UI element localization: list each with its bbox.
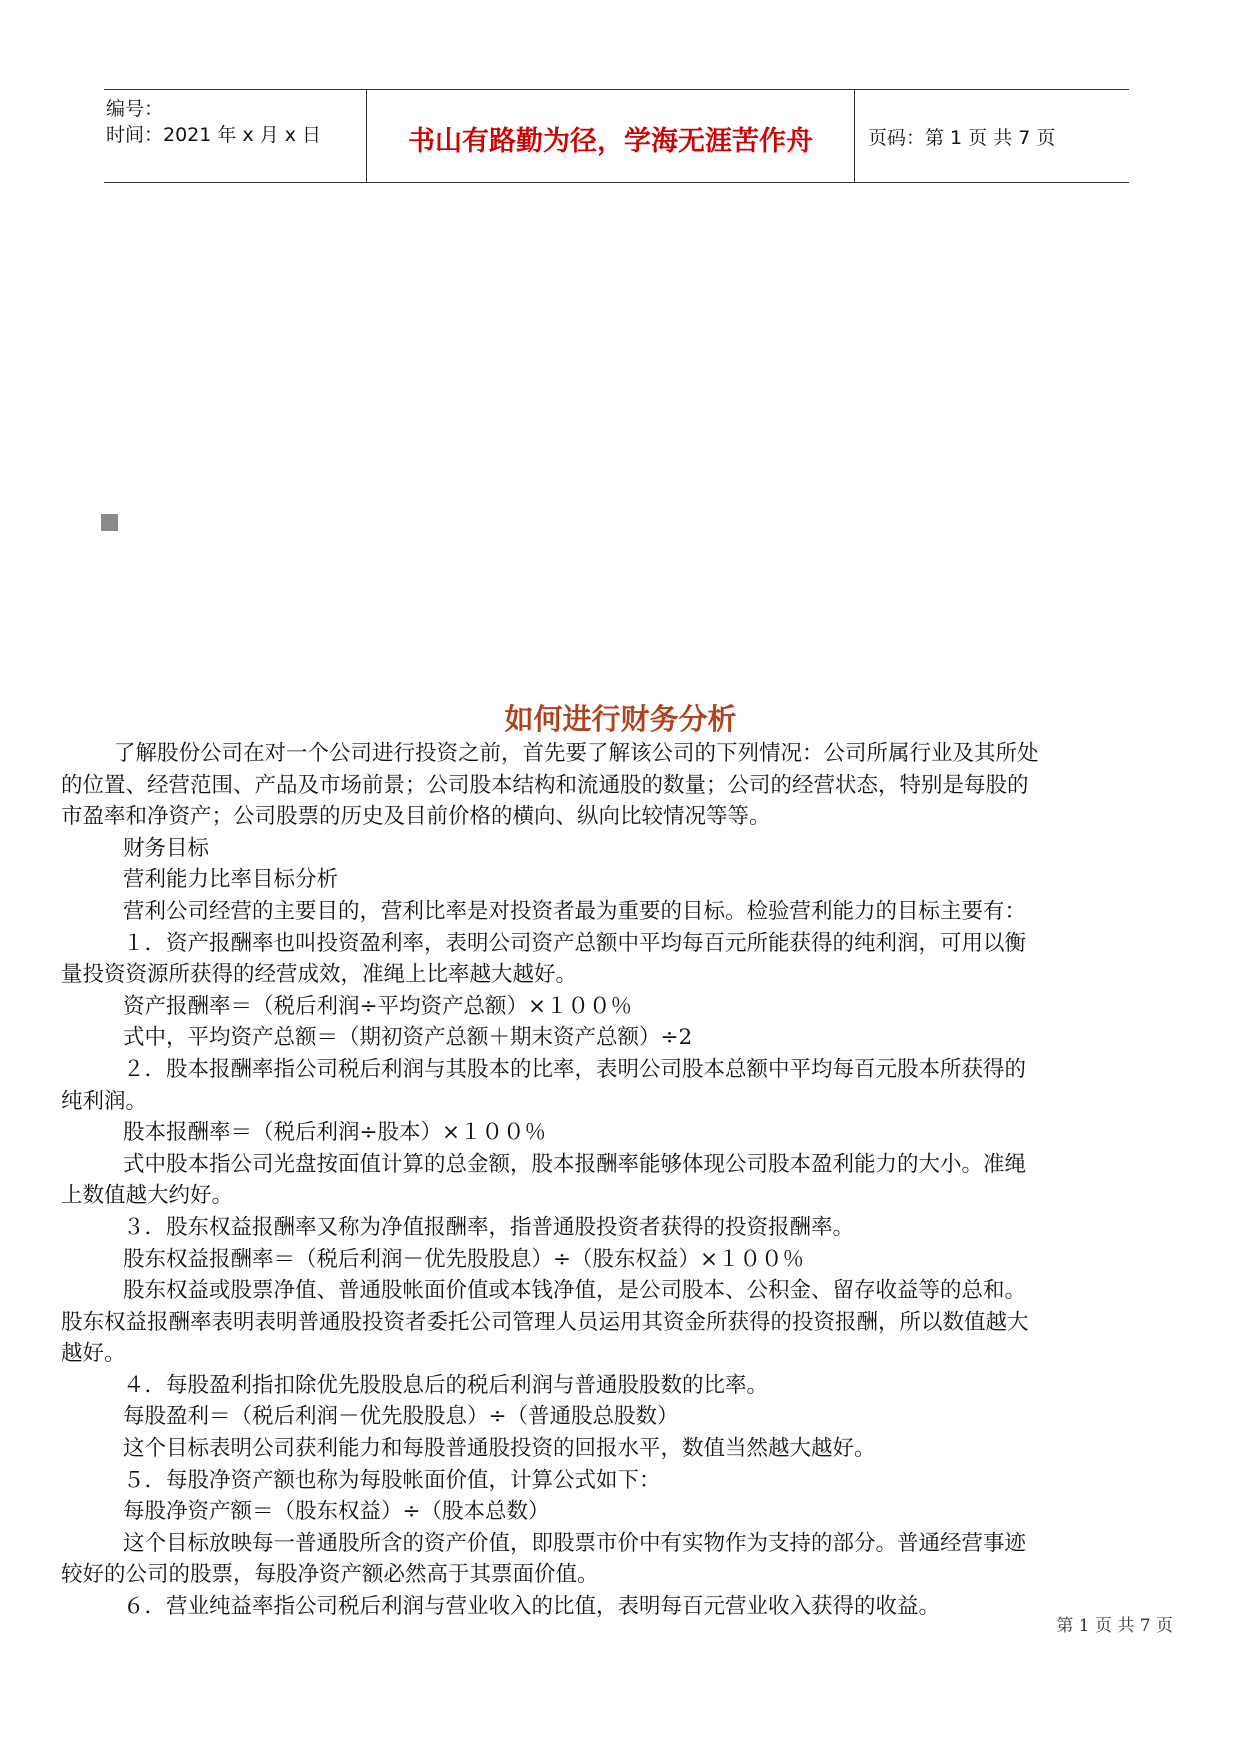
body-line: 营利公司经营的主要目的，营利比率是对投资者最为重要的目标。检验营利能力的目标主要有： — [123, 898, 1027, 924]
body-line: 量投资资源所获得的经营成效，准绳上比率越大越好。 — [61, 962, 578, 988]
formula-line: 股东权益报酬率＝（税后利润－优先股股息）÷（股东权益）×１００％ — [123, 1246, 805, 1272]
body-line: １．资产报酬率也叫投资盈利率，表明公司资产总额中平均每百元所能获得的纯利润，可用以衡 — [123, 930, 1027, 956]
formula-line: 资产报酬率＝（税后利润÷平均资产总额）×１００％ — [123, 993, 633, 1019]
section-heading: 财务目标 — [123, 835, 210, 861]
square-bullet-icon — [101, 514, 118, 531]
formula-line: 每股净资产额＝（股东权益）÷（股本总数） — [123, 1499, 550, 1525]
body-line: 这个目标表明公司获利能力和每股普通股投资的回报水平，数值当然越大越好。 — [123, 1436, 876, 1462]
body-line: ４．每股盈利指扣除优先股股息后的税后利润与普通股股数的比率。 — [123, 1372, 769, 1398]
page-footer: 第 1 页 共 7 页 — [1056, 1616, 1173, 1636]
formula-line: 式中，平均资产总额＝（期初资产总额＋期末资产总额）÷2 — [123, 1025, 693, 1051]
page-header — [104, 89, 1129, 183]
body-line: 股东权益或股票净值、普通股帐面价值或本钱净值，是公司股本、公积金、留存收益等的总和。 — [123, 1278, 1027, 1304]
document-body — [61, 738, 1173, 1623]
document-title: 如何进行财务分析 — [504, 702, 737, 736]
header-page-cell — [855, 90, 1129, 182]
header-info-cell — [104, 90, 366, 182]
body-line: 纯利润。 — [61, 1088, 148, 1114]
header-motto-cell — [366, 90, 855, 182]
section-heading: 营利能力比率目标分析 — [123, 867, 339, 893]
body-line: 式中股本指公司光盘按面值计算的总金额，股本报酬率能够体现公司股本盈利能力的大小。准绳 — [123, 1151, 1027, 1177]
body-line: 股东权益报酬率表明表明普通股投资者委托公司管理人员运用其资金所获得的投资报酬，所以数值越大 — [61, 1309, 1029, 1335]
body-line: ２．股本报酬率指公司税后利润与其股本的比率，表明公司股本总额中平均每百元股本所获得的 — [123, 1056, 1027, 1082]
body-line: 的位置、经营范围、产品及市场前景；公司股本结构和流通股的数量；公司的经营状态，特别是每股的 — [61, 772, 1029, 798]
motto: 书山有路勤为径，学海无涯苦作舟 — [408, 126, 813, 157]
body-line: 较好的公司的股票，每股净资产额必然高于其票面价值。 — [61, 1562, 599, 1588]
formula-line: 股本报酬率＝（税后利润÷股本）×１００％ — [123, 1120, 547, 1146]
page-number-label: 页码：第 1 页 共 7 页 — [868, 127, 1056, 149]
formula-line: 每股盈利＝（税后利润－优先股股息）÷（普通股总股数） — [123, 1404, 679, 1430]
document-number-label: 编号： — [106, 98, 164, 120]
body-line: 了解股份公司在对一个公司进行投资之前，首先要了解该公司的下列情况：公司所属行业及其所处 — [114, 741, 1039, 766]
body-line: ３．股东权益报酬率又称为净值报酬率，指普通股投资者获得的投资报酬率。 — [123, 1214, 855, 1240]
body-line: ５．每股净资产额也称为每股帐面价值，计算公式如下： — [123, 1467, 661, 1493]
body-line: ６．营业纯益率指公司税后利润与营业收入的比值，表明每百元营业收入获得的收益。 — [123, 1594, 941, 1620]
body-line: 上数值越大约好。 — [61, 1183, 234, 1209]
body-line: 市盈率和净资产；公司股票的历史及目前价格的横向、纵向比较情况等等。 — [61, 804, 771, 830]
body-line: 越好。 — [61, 1341, 126, 1367]
document-time-label: 时间：2021 年 x 月 x 日 — [106, 124, 322, 146]
body-line: 这个目标放映每一普通股所含的资产价值，即股票市价中有实物作为支持的部分。普通经营事迹 — [123, 1530, 1027, 1556]
